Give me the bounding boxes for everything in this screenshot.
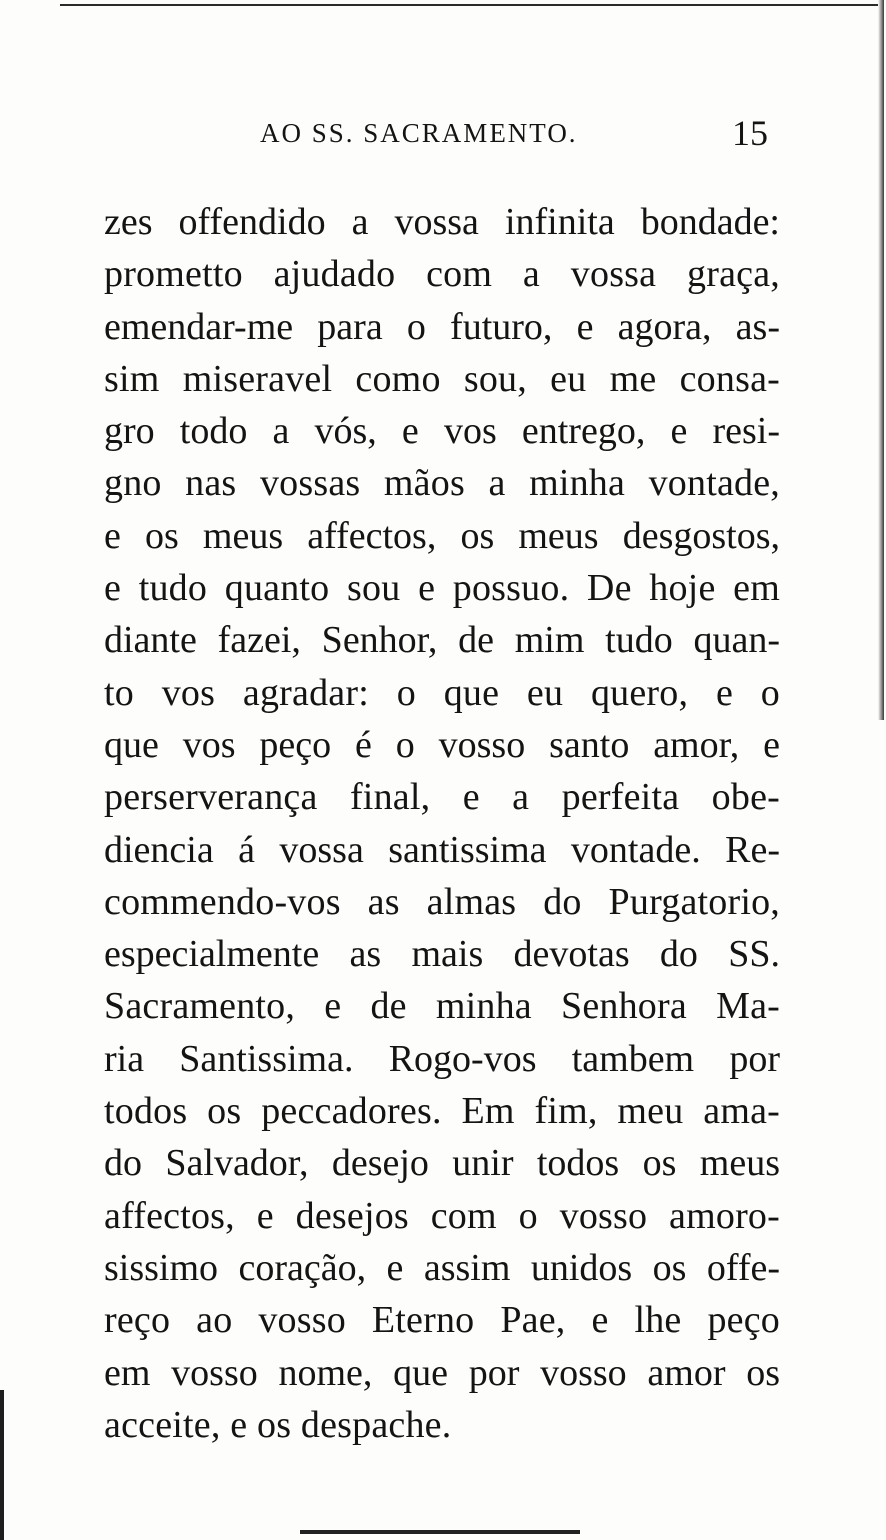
text-line: commendo-vos as almas do Purgatorio,	[104, 880, 780, 923]
text-line: especialmente as mais devotas do SS.	[104, 933, 780, 976]
text-line: gro todo a vós, e vos entrego, e resi-	[104, 410, 780, 453]
text-line: acceite, e os despache.	[104, 1403, 452, 1446]
text-line: reço ao vosso Eterno Pae, e lhe peço	[104, 1299, 780, 1342]
text-line: gno nas vossas mãos a minha vontade,	[104, 462, 780, 505]
text-line: emendar-me para o futuro, e agora, as-	[104, 305, 780, 348]
text-line: sim miseravel como sou, eu me consa-	[104, 357, 780, 400]
text-line: perserverança final, e a perfeita obe-	[104, 776, 780, 819]
text-line: prometto ajudado com a vossa graça,	[104, 253, 780, 296]
text-line: affectos, e desejos com o vosso amoro-	[104, 1194, 780, 1237]
right-page-edge	[878, 0, 884, 720]
left-page-edge	[0, 1390, 4, 1540]
top-edge-rule	[60, 4, 880, 6]
body-text	[104, 196, 780, 1451]
text-line: ria Santissima. Rogo-vos tambem por	[104, 1037, 780, 1080]
text-line: do Salvador, desejo unir todos os meus	[104, 1142, 780, 1185]
text-line: Sacramento, e de minha Senhora Ma-	[104, 985, 780, 1028]
text-line: sissimo coração, e assim unidos os offe-	[104, 1246, 780, 1289]
text-line: e os meus affectos, os meus desgostos,	[104, 514, 780, 557]
text-line: todos os peccadores. Em fim, meu ama-	[104, 1090, 780, 1133]
text-line: que vos peço é o vosso santo amor, e	[104, 723, 780, 766]
bottom-edge-rule	[300, 1530, 580, 1534]
text-line: to vos agradar: o que eu quero, e o	[104, 671, 780, 714]
text-line: zes offendido a vossa infinita bondade:	[104, 201, 780, 243]
text-line: diante fazei, Senhor, de mim tudo quan-	[104, 619, 780, 662]
page-number: 15	[732, 113, 768, 153]
running-head: AO SS. SACRAMENTO.	[260, 118, 578, 148]
text-line: e tudo quanto sou e possuo. De hoje em	[104, 567, 780, 610]
text-line: diencia á vossa santissima vontade. Re-	[104, 828, 780, 871]
page-header	[100, 113, 790, 158]
text-line: em vosso nome, que por vosso amor os	[104, 1351, 780, 1394]
